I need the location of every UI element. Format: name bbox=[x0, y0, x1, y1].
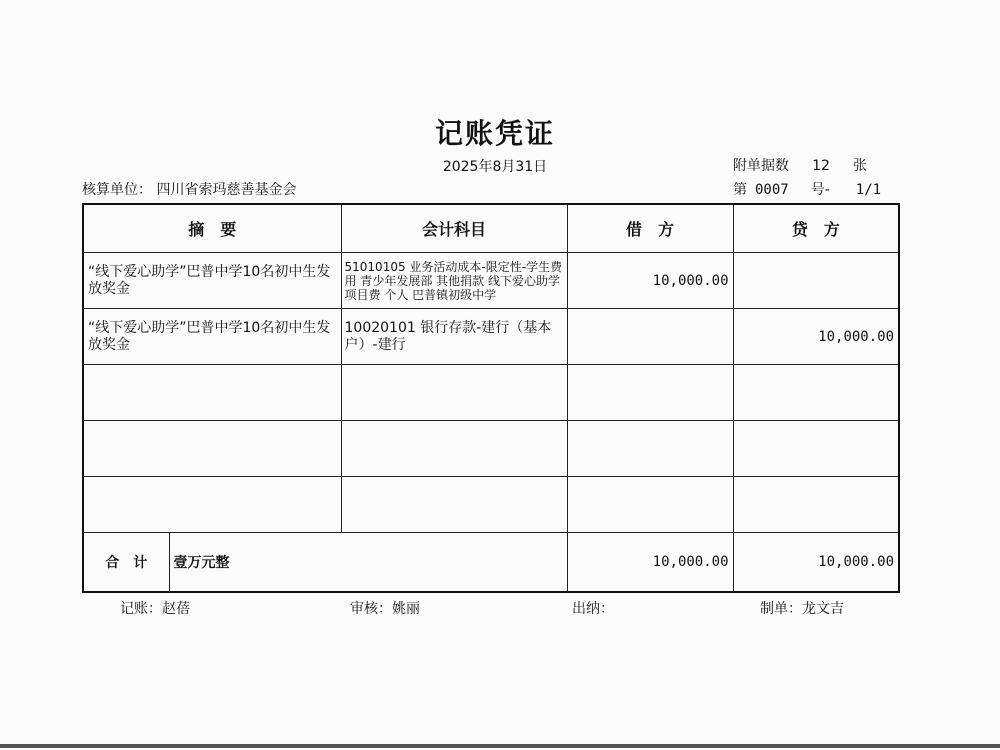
row-credit: 10,000.00 bbox=[733, 309, 899, 365]
header-account: 会计科目 bbox=[341, 204, 567, 253]
empty-cell bbox=[567, 365, 733, 421]
voucher-number-value: 0007 bbox=[755, 182, 789, 198]
table-row bbox=[83, 309, 899, 365]
table-row-empty bbox=[83, 365, 899, 421]
voucher-title: 记账凭证 bbox=[434, 117, 555, 150]
empty-cell bbox=[341, 477, 567, 533]
header-summary: 摘 要 bbox=[83, 204, 341, 253]
footer-cashier: 出纳： bbox=[572, 601, 614, 617]
row-summary: “线下爱心助学”巴普中学10名初中生发放奖金 bbox=[83, 253, 341, 309]
row-account: 51010105 业务活动成本-限定性-学生费用 青少年发展部 其他捐款 线下爱心助学 项目费 个人 巴普镇初级中学 bbox=[341, 253, 567, 309]
empty-cell bbox=[733, 421, 899, 477]
footer-reviewer: 审核：姚丽 bbox=[350, 601, 420, 617]
attachment-unit: 张 bbox=[853, 158, 867, 174]
total-credit: 10,000.00 bbox=[733, 533, 899, 593]
voucher-number-prefix: 第 bbox=[733, 182, 747, 198]
header-debit: 借 方 bbox=[567, 204, 733, 253]
total-label: 合 计 bbox=[83, 533, 169, 593]
row-credit bbox=[733, 253, 899, 309]
total-row bbox=[83, 533, 899, 593]
row-debit: 10,000.00 bbox=[567, 253, 733, 309]
accounting-unit-name: 四川省索玛慈善基金会 bbox=[156, 182, 297, 198]
footer-bookkeeper: 记账：赵蓓 bbox=[120, 601, 190, 617]
attachment-label: 附单据数 bbox=[733, 158, 789, 174]
row-summary: “线下爱心助学”巴普中学10名初中生发放奖金 bbox=[83, 309, 341, 365]
empty-cell bbox=[341, 421, 567, 477]
empty-cell bbox=[83, 421, 341, 477]
attachment-number: 12 bbox=[812, 158, 830, 174]
voucher-number-suffix: 号- bbox=[810, 182, 830, 198]
voucher-table bbox=[82, 203, 900, 593]
attachment-count bbox=[733, 155, 867, 175]
header-credit: 贷 方 bbox=[733, 204, 899, 253]
scan-edge-divider bbox=[0, 744, 1000, 748]
footer-preparer: 制单：龙文吉 bbox=[760, 601, 844, 617]
total-amount-text: 壹万元整 bbox=[169, 533, 567, 593]
voucher-date: 2025年8月31日 bbox=[442, 159, 548, 175]
row-debit bbox=[567, 309, 733, 365]
empty-cell bbox=[83, 365, 341, 421]
total-debit: 10,000.00 bbox=[567, 533, 733, 593]
voucher-page: 1/1 bbox=[855, 182, 882, 198]
empty-cell bbox=[567, 477, 733, 533]
table-row-empty bbox=[83, 421, 899, 477]
voucher-number bbox=[733, 179, 881, 199]
empty-cell bbox=[567, 421, 733, 477]
empty-cell bbox=[83, 477, 341, 533]
empty-cell bbox=[341, 365, 567, 421]
accounting-unit-label: 核算单位： bbox=[82, 182, 152, 198]
accounting-unit bbox=[82, 179, 296, 199]
table-row-empty bbox=[83, 477, 899, 533]
empty-cell bbox=[733, 365, 899, 421]
row-account: 10020101 银行存款-建行（基本户）-建行 bbox=[341, 309, 567, 365]
table-row bbox=[83, 253, 899, 309]
table-header-row bbox=[83, 204, 899, 253]
empty-cell bbox=[733, 477, 899, 533]
